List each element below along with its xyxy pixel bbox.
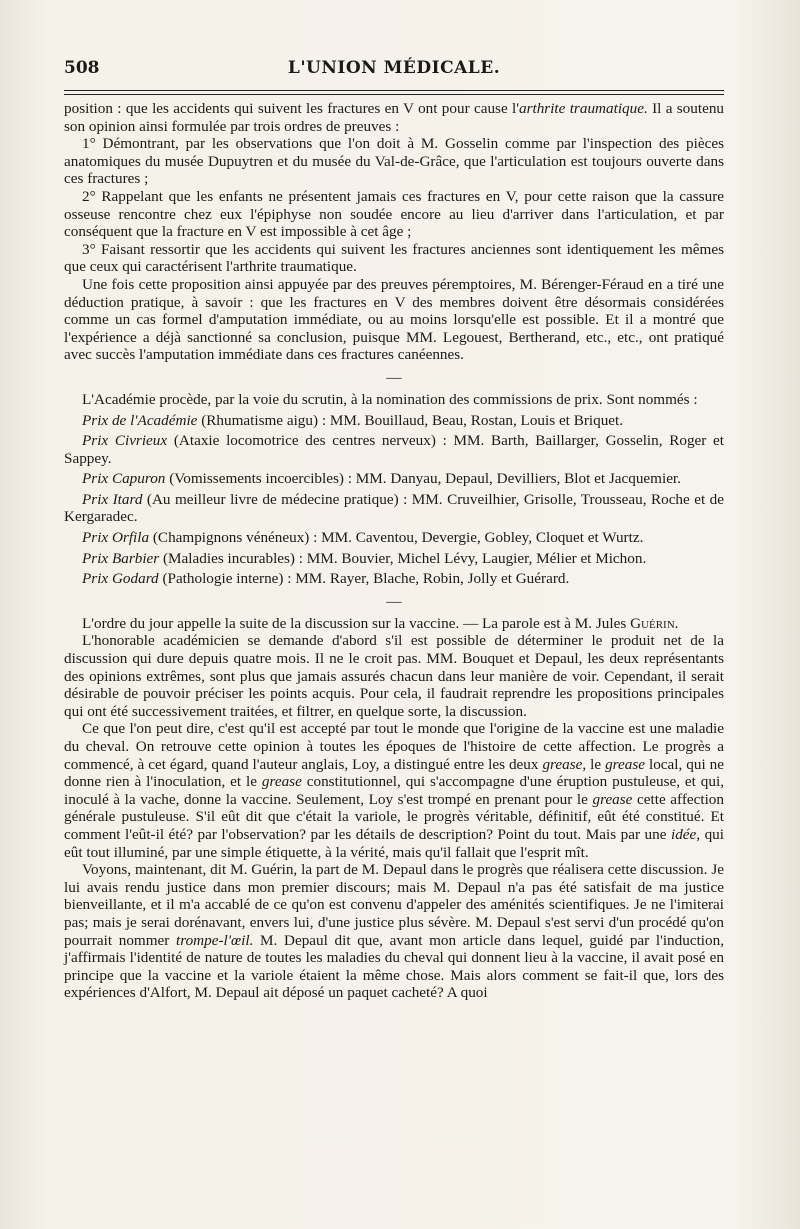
page-number: 508: [64, 58, 100, 78]
prize-entry: Prix Capuron (Vomissements incoercibles) : MM. Danyau, Depaul, Devilliers, Blot et Jacquemier.: [82, 470, 681, 488]
paragraph: L'honorable académicien se demande d'abord s'il est possible de déterminer le produit net de la discussion qui dure depuis quatre mois. Il ne le croit pas. MM. Bouquet et Depaul, les deux représentants des opinions extrêmes, sont plus que jamais assurés chacun dans leur manière de voir. Cependant, il serait désirable de pouvoir préciser les points acquis. Pour cela, il faudrait reprendre les propositions principales qui ont été successivement traitées, et filtrer, en quelque sorte, la discussion.: [64, 632, 724, 720]
paragraph: L'ordre du jour appelle la suite de la discussion sur la vaccine. — La parole est à M. Jules Guérin.: [82, 614, 679, 632]
prize-entry: Prix Orfila (Champignons vénéneux) : MM. Caventou, Devergie, Gobley, Cloquet et Wurtz.: [82, 529, 644, 547]
prize-entry: Prix Godard (Pathologie interne) : MM. Rayer, Blache, Robin, Jolly et Guérard.: [82, 570, 570, 588]
article-body: [64, 100, 724, 1002]
prize-entry: Prix Itard (Au meilleur livre de médecine pratique) : MM. Cruveilhier, Grisolle, Trousseau, Roche et de Kergaradec.: [64, 490, 724, 526]
paragraph: Voyons, maintenant, dit M. Guérin, la part de M. Depaul dans le progrès que réalisera cette discussion. Je lui avais rendu justice dans mon premier discours; mais M. Depaul n'a pas été satisfait de ma justice bienveillante, et il m'a accablé de ce qu'on est convenu d'appeler des aménités scientifiques. Je ne l'imiterai pas; mais je serai dorénavant, envers lui, d'une justice plus sévère. M. Depaul s'est servi d'un procédé qu'on pourrait nommer trompe-l'œil. M. Depaul dit que, avant mon article dans lequel, guidé par l'induction, j'affirmais l'identité de nature de toutes les maladies du cheval qui donnent lieu à la vaccine, il avait posé en principe que la vaccine et la variole étaient la même chose. Mais alors comment se fait-il que, lors des expériences d'Alfort, M. Depaul ait déposé un paquet cacheté? A quoi: [64, 861, 724, 1002]
header-rule-thin: [64, 94, 724, 95]
section-separator: —: [386, 592, 402, 610]
section-separator: —: [386, 368, 402, 386]
journal-title: L'UNION MÉDICALE.: [287, 58, 501, 78]
paragraph: position : que les accidents qui suivent les fractures en V ont pour cause l'arthrite traumatique. Il a soutenu son opinion ainsi formulée par trois ordres de preuves :: [64, 100, 725, 135]
paragraph: L'Académie procède, par la voie du scrutin, à la nomination des commissions de prix. Sont nommés :: [82, 390, 698, 408]
paragraph: Une fois cette proposition ainsi appuyée par des preuves péremptoires, M. Bérenger-Féraud en a tiré une déduction pratique, à savoir : que les fractures en V des membres doivent être désormais considérées comme un cas formel d'amputation immédiate, ou au moins lorsqu'elle est possible. Et il a montré que l'expérience a déjà sanctionné sa conclusion, puisque MM. Legouest, Bertherand, etc., etc., ont pratiqué avec succès l'amputation immédiate dans ces fractures canéennes.: [64, 275, 724, 364]
prize-entry: Prix Civrieux (Ataxie locomotrice des centres nerveux) : MM. Barth, Baillarger, Gosselin, Roger et Sappey.: [64, 432, 724, 467]
paragraph: 3° Faisant ressortir que les accidents qui suivent les fractures anciennes sont identiquement les mêmes que ceux qui caractérisent l'arthrite traumatique.: [64, 240, 724, 276]
header-rule: [64, 90, 724, 91]
paragraph: Ce que l'on peut dire, c'est qu'il est accepté par tout le monde que l'origine de la vaccine est une maladie du cheval. On retrouve cette opinion à toutes les époques de l'histoire de cette affection. Le progrès a commencé, à cet égard, quand l'auteur anglais, Loy, a distingué entre les deux grease, le grease local, qui ne donne rien à l'inoculation, et le grease constitutionnel, qui s'accompagne d'une éruption pustuleuse, et qui, inoculé à la vache, donne la vaccine. Seulement, Loy s'est trompé en prenant pour le grease cette affection générale pustuleuse. S'il eût dit que c'était la variole, le progrès véritable, définitif, eût été constitué. Et comment l'eût-il été? par l'observation? par les détails de description? Point du tout. Mais par une idée, qui eût tout illuminé, par une simple étiquette, à la vérité, mais qu'il fallait que l'esprit mît.: [64, 720, 724, 861]
prize-entry: Prix de l'Académie (Rhumatisme aigu) : MM. Bouillaud, Beau, Rostan, Louis et Briquet.: [82, 411, 624, 429]
prize-entry: Prix Barbier (Maladies incurables) : MM. Bouvier, Michel Lévy, Laugier, Mélier et Michon.: [82, 549, 647, 567]
page-header: [64, 58, 724, 86]
paragraph: 2° Rappelant que les enfants ne présentent jamais ces fractures en V, pour cette raison que la cassure osseuse rencontre chez eux l'épiphyse non soudée encore au lieu d'arriver dans l'articulation, et par conséquent que la fracture en V est impossible à cet âge ;: [64, 187, 724, 241]
paragraph: 1° Démontrant, par les observations que l'on doit à M. Gosselin comme par l'inspection des pièces anatomiques du musée Dupuytren et du musée du Val-de-Grâce, que l'articulation est toujours ouverte dans ces fractures ;: [64, 135, 724, 188]
